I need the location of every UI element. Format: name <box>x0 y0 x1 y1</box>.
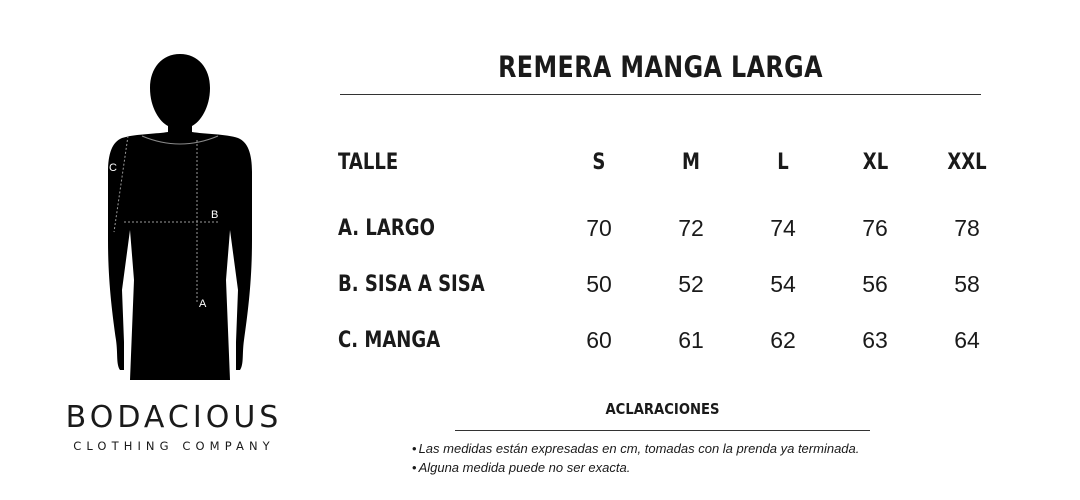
size-header-l: L <box>777 149 789 175</box>
table-cell: 60 <box>586 326 612 353</box>
size-header-row <box>338 142 1013 182</box>
body-silhouette <box>100 50 260 380</box>
table-cell: 74 <box>770 214 796 241</box>
brand-logo <box>58 400 290 453</box>
notes-list <box>412 439 859 477</box>
size-header-m: M <box>682 149 700 175</box>
size-header-xxl: XXL <box>947 149 987 175</box>
label-a: A <box>199 298 207 310</box>
list-item <box>412 439 859 458</box>
size-table <box>338 142 1013 368</box>
bullet-icon: • <box>412 441 417 456</box>
table-cell: 70 <box>586 214 612 241</box>
silhouette-shape <box>108 54 252 380</box>
table-row-manga <box>338 312 1013 368</box>
note-text: Las medidas están expresadas en cm, tomadas con la prenda ya terminada. <box>418 441 860 456</box>
page-title: REMERA MANGA LARGA <box>498 50 823 84</box>
table-cell: 58 <box>954 270 980 297</box>
note-text: Alguna medida puede no ser exacta. <box>418 460 631 475</box>
size-header-s: S <box>592 149 606 175</box>
notes-divider <box>455 430 870 431</box>
table-cell: 78 <box>954 214 980 241</box>
brand-tagline: CLOTHING COMPANY <box>73 439 275 453</box>
table-cell: 62 <box>770 326 796 353</box>
row-label-manga: C. MANGA <box>338 327 441 353</box>
body-silhouette-figure <box>100 50 260 380</box>
notes-title: ACLARACIONES <box>605 400 720 418</box>
table-cell: 76 <box>862 214 888 241</box>
title-divider <box>340 94 981 95</box>
size-header-xl: XL <box>862 149 888 175</box>
table-cell: 63 <box>862 326 888 353</box>
label-b: B <box>211 209 219 221</box>
brand-name: BODACIOUS <box>65 400 283 435</box>
table-cell: 61 <box>678 326 704 353</box>
table-cell: 64 <box>954 326 980 353</box>
table-row-sisa <box>338 256 1013 312</box>
row-label-largo: A. LARGO <box>338 215 435 241</box>
table-cell: 50 <box>586 270 612 297</box>
header-label-talle: TALLE <box>338 149 399 175</box>
table-cell: 72 <box>678 214 704 241</box>
row-label-sisa: B. SISA A SISA <box>338 271 485 297</box>
table-cell: 52 <box>678 270 704 297</box>
label-c: C <box>109 162 117 174</box>
table-cell: 54 <box>770 270 796 297</box>
list-item <box>412 458 859 477</box>
table-cell: 56 <box>862 270 888 297</box>
table-row-largo <box>338 182 1013 256</box>
bullet-icon: • <box>412 460 417 475</box>
